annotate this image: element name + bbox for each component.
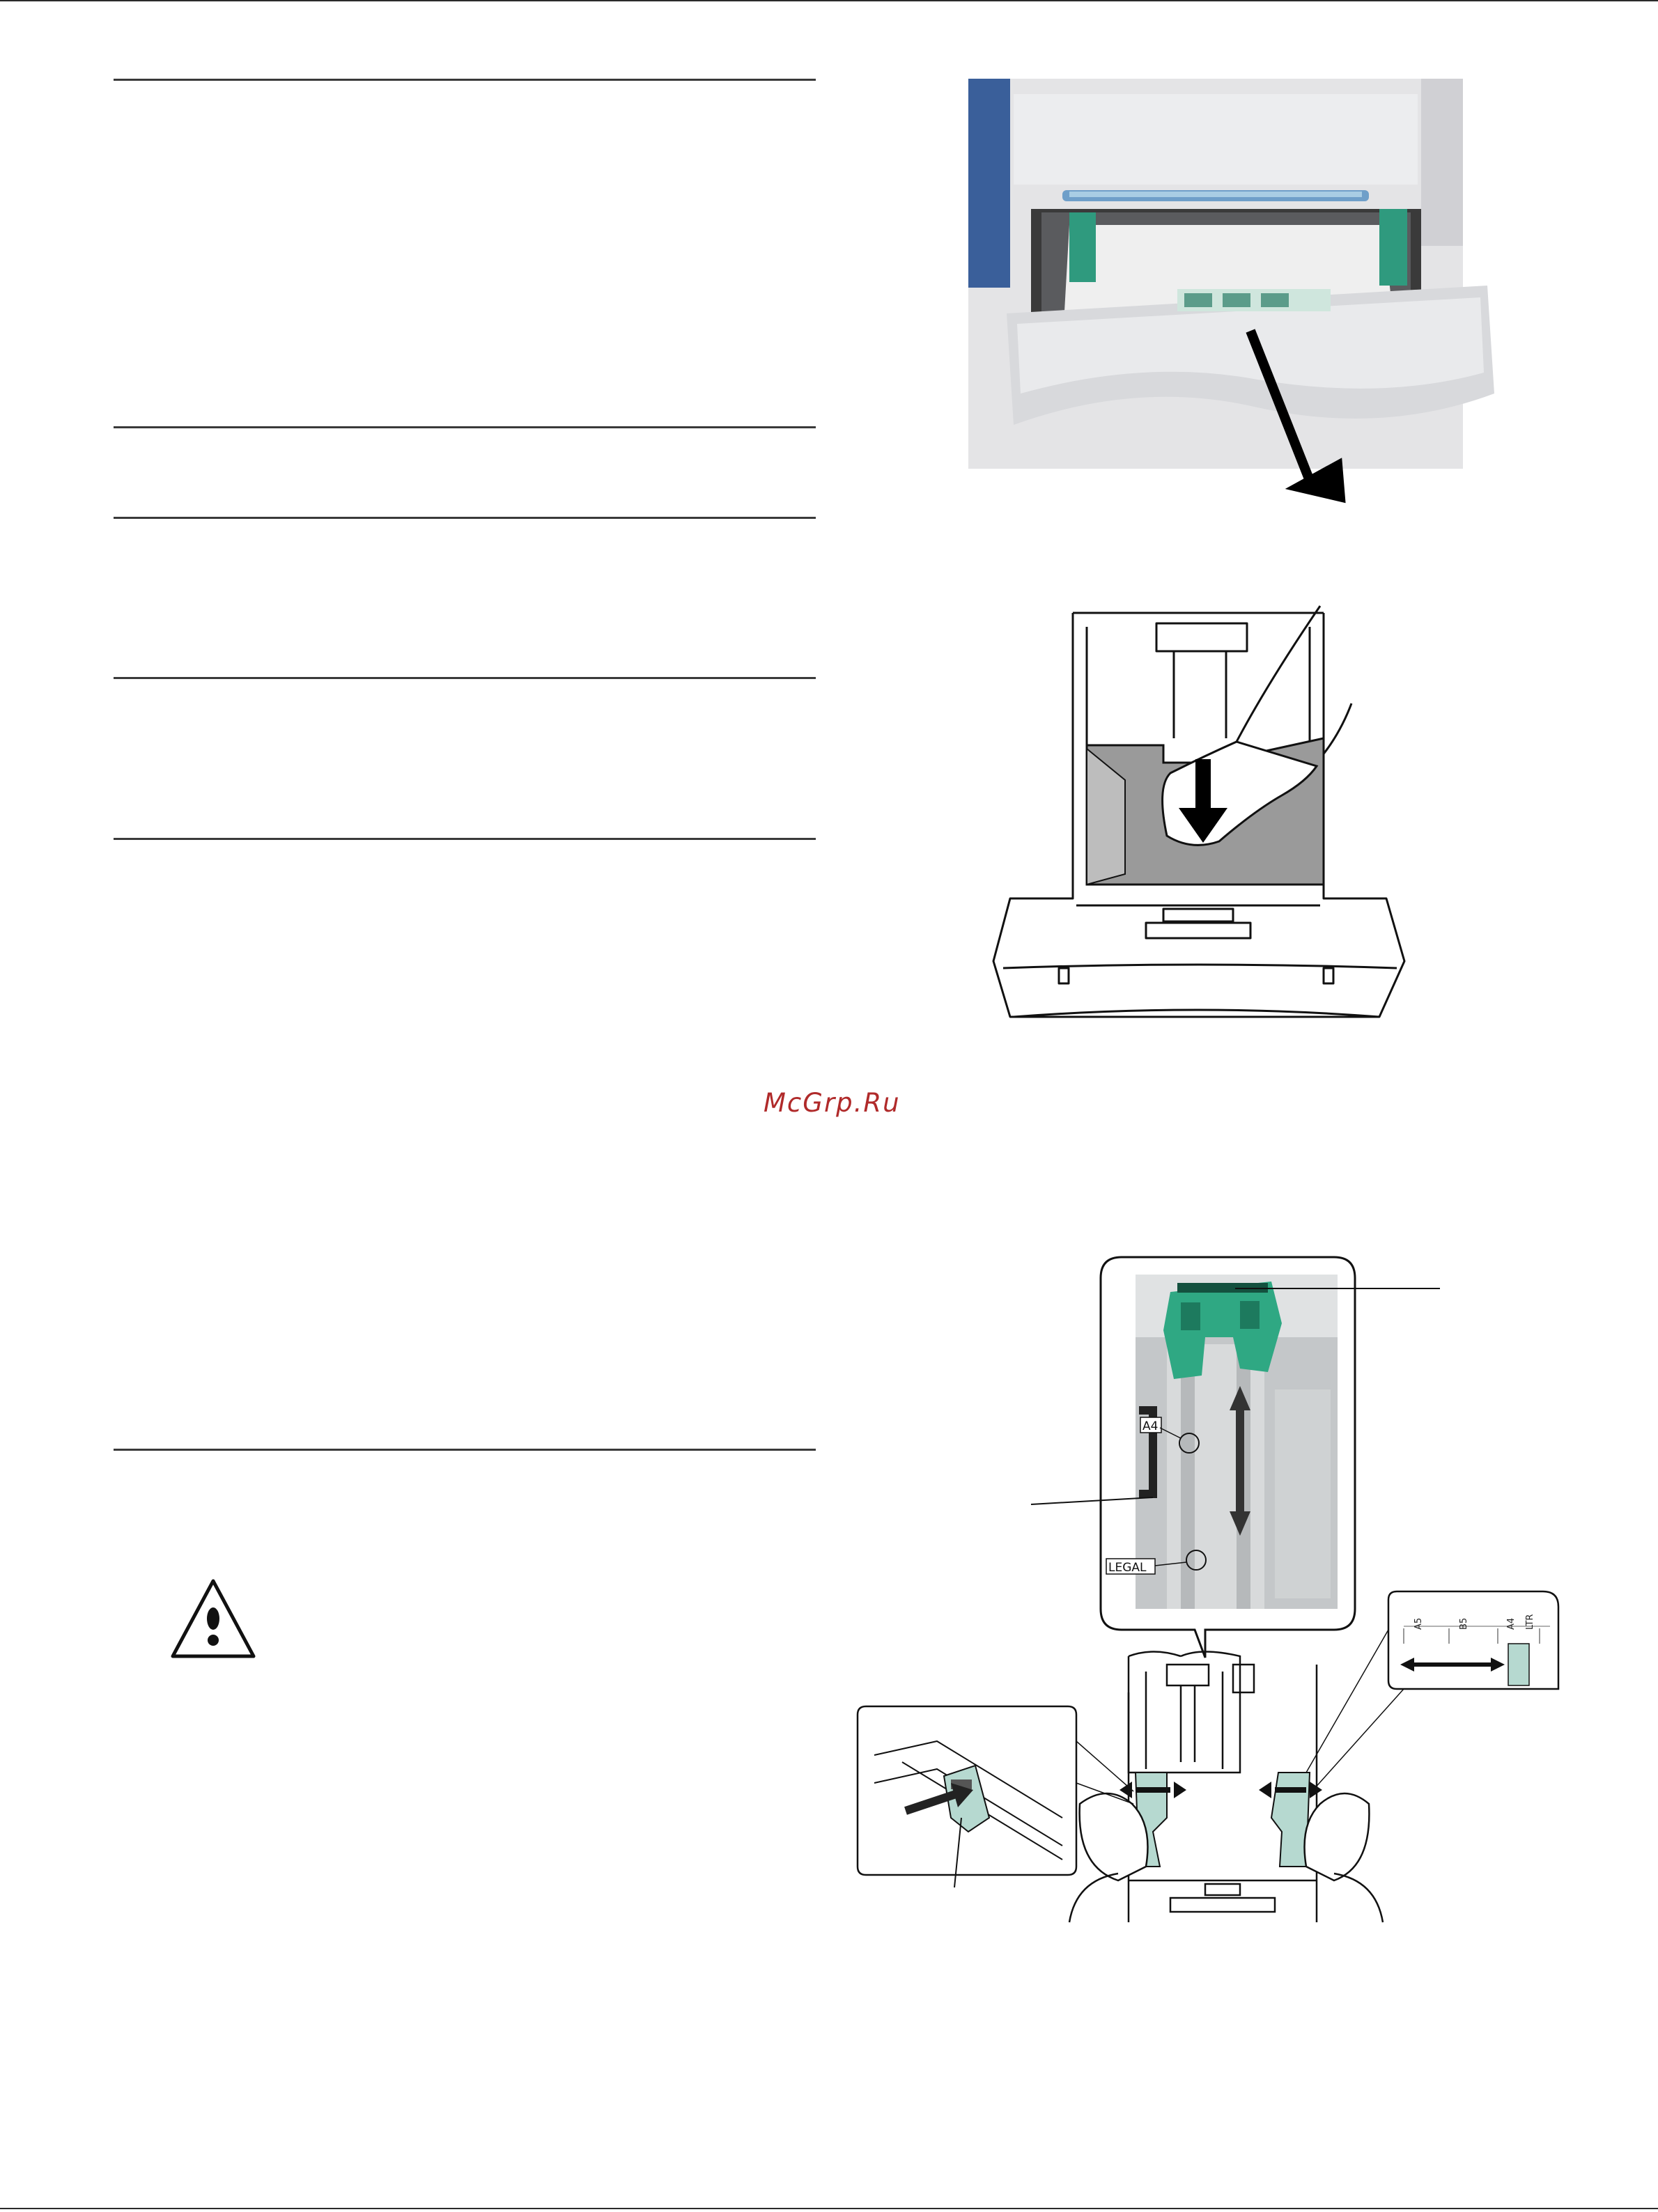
section-rule	[114, 517, 816, 519]
section-rule	[114, 838, 816, 840]
scale-label: B5	[1459, 1617, 1469, 1630]
section-rule	[114, 1449, 816, 1451]
section-rule	[114, 79, 816, 81]
bottom-border	[0, 2208, 1658, 2209]
scale-label: A5	[1413, 1617, 1424, 1630]
scale-label: A4	[1506, 1617, 1517, 1630]
section-rule	[114, 677, 816, 679]
size-label-legal: LEGAL	[1108, 1561, 1147, 1575]
size-label-a4: A4	[1142, 1419, 1159, 1433]
warning-icon	[170, 1578, 256, 1660]
watermark: McGrp.Ru	[764, 1088, 901, 1118]
tray-press-plate-drawing	[989, 599, 1421, 1038]
top-border	[0, 0, 1658, 1]
scale-label: LTR	[1525, 1614, 1535, 1630]
section-rule	[114, 426, 816, 428]
tray-pull-out-photo	[965, 73, 1550, 508]
paper-guide-adjust-drawing	[853, 1254, 1564, 1922]
